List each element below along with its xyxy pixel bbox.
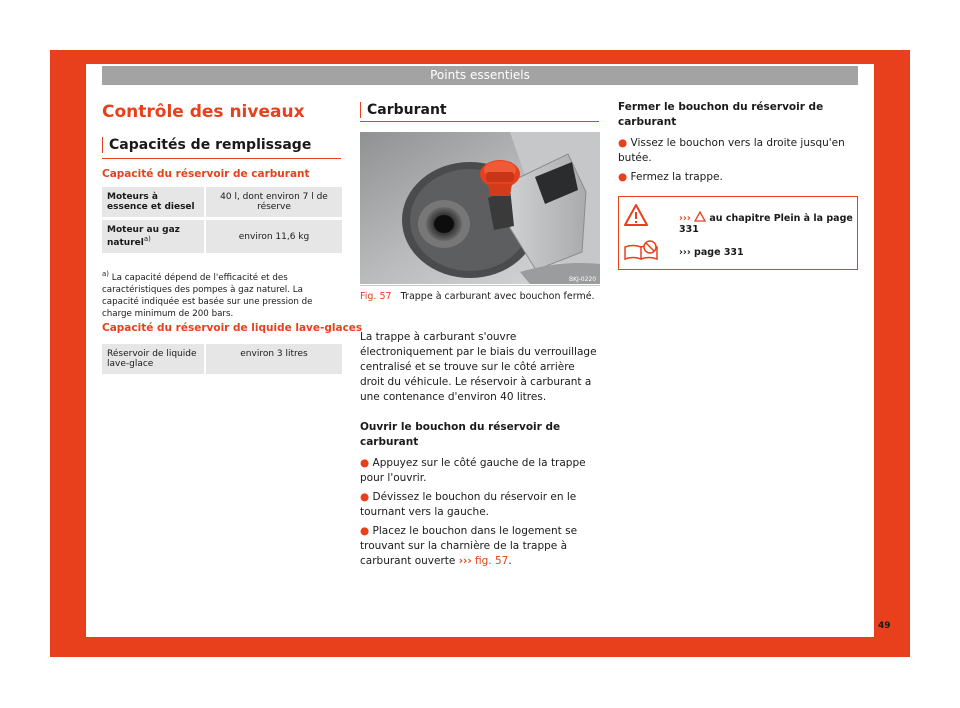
bullet-icon: ● [360,525,370,537]
list-item: ● Placez le bouchon dans le logement se trouvant sur la charnière de la trappe à carburant ouverte ››› fig. 57. [360,525,578,567]
table-row [102,187,342,217]
environment-link[interactable]: ››› page 331 [679,247,744,258]
section-header: Points essentiels [102,66,858,85]
bullet-icon: ● [618,137,628,149]
small-warning-icon [694,211,706,222]
list-item: ● Dévissez le bouchon du réservoir en le tournant vers la gauche. [360,491,577,518]
page-title: Contrôle des niveaux [102,102,305,122]
ref-arrow: ››› [458,555,472,567]
table-value: 40 l, dont environ 7 l de réserve [204,187,342,217]
reference-box [618,196,858,270]
figure-code: BKJ-0220 [569,276,597,283]
fuel-cap-photo [360,132,600,284]
table-row [102,344,342,374]
divider [360,285,600,286]
table-key: Réservoir de liquide lave-glace [102,344,204,374]
footnote: $^{a)}$ La capacité dépend de l'efficacité et des caractéristiques des pompes à gaz naturel. La capacité indiquée est basée sur une pression de charge minimum de 200 bars. [102,270,313,319]
divider [360,121,599,122]
table-value: environ 3 litres [204,344,342,374]
table-key: Moteurs à essence et diesel [102,187,204,217]
section-title: Capacités de remplissage [102,137,311,153]
list-item: ● Fermez la trappe. [618,171,723,183]
list-item: ● Vissez le bouchon vers la droite jusqu'en butée. [618,137,845,164]
table-row [102,220,342,253]
page-number: 49 [878,621,891,631]
section-title-fuel: Carburant [360,102,447,118]
table-key: Moteur au gaz naturel$^{a)}$ [102,220,204,253]
bullet-icon: ● [618,171,628,183]
environment-reference [679,247,744,258]
environment-book-icon [623,239,663,263]
divider [102,158,341,159]
bullet-icon: ● [360,457,370,469]
fuel-cap-illustration [360,132,600,284]
washer-capacity-heading: Capacité du réservoir de liquide lave-glaces [102,322,363,334]
warning-reference: ››› au chapitre Plein à la page 331 [679,213,853,235]
fuel-capacity-heading: Capacité du réservoir de carburant [102,168,310,180]
warning-triangle-icon [623,203,649,227]
list-item: ● Appuyez sur le côté gauche de la trappe pour l'ouvrir. [360,457,586,484]
open-cap-heading: Ouvrir le bouchon du réservoir de carburant [360,421,561,448]
fuel-capacity-table [102,184,342,256]
figure-link[interactable]: fig. 57 [475,555,509,567]
figure-caption: Fig. 57 Trappe à carburant avec bouchon fermé. [360,291,595,302]
bullet-icon: ● [360,491,370,503]
intro-paragraph: La trappe à carburant s'ouvre électroniquement par le biais du verrouillage centralisé et se trouve sur le côté arrière droit du véhicule. Le réservoir à carburant a une contenance d'environ 40 litres. [360,331,597,403]
warning-link[interactable]: au chapitre Plein à la page 331 [679,213,853,235]
table-value: environ 11,6 kg [204,220,342,253]
washer-capacity-table [102,341,342,377]
close-cap-heading: Fermer le bouchon du réservoir de carburant [618,101,824,128]
